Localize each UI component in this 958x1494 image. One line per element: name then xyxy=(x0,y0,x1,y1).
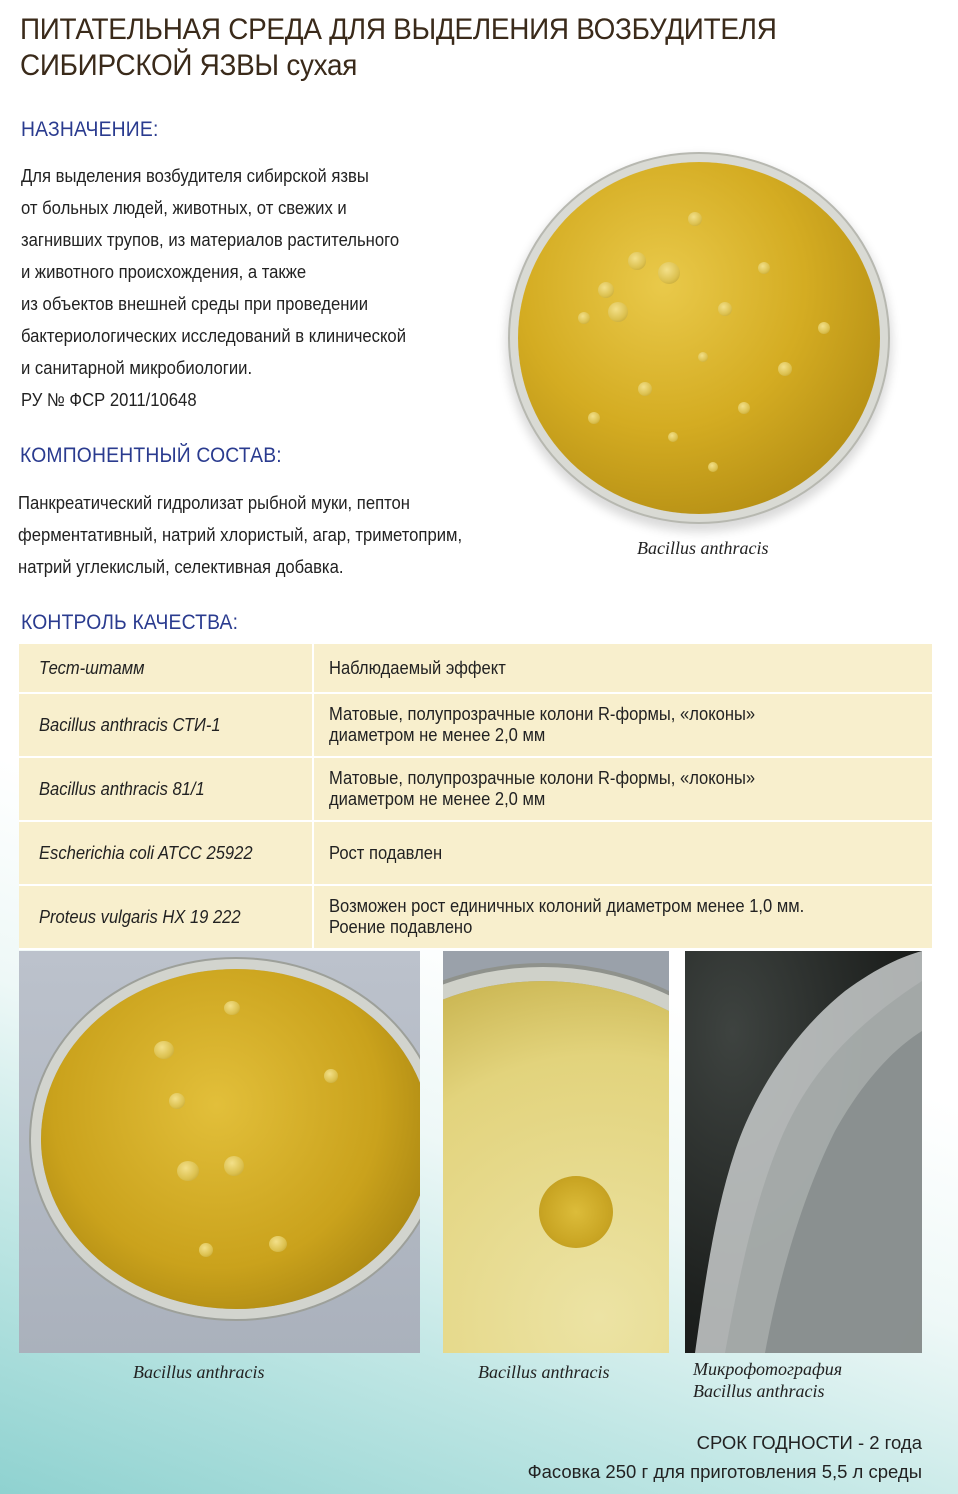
purpose-text xyxy=(21,160,444,416)
table-row xyxy=(19,757,932,821)
effect-cell: Матовые, полупрозрачные колони R-формы, «локоны» диаметром не менее 2,0 мм xyxy=(313,693,932,757)
petri-dish-photo xyxy=(518,162,880,514)
purpose-line: из объектов внешней среды при проведении xyxy=(21,293,369,314)
composition-line: натрий углекислый, селективная добавка. xyxy=(18,556,344,577)
table-row xyxy=(19,821,932,885)
microphotograph-image xyxy=(685,951,922,1353)
purpose-line: бактериологических исследований в клинической xyxy=(21,325,407,346)
photo-caption-3-line-1: Микрофотография xyxy=(693,1359,843,1379)
quality-table xyxy=(19,644,932,950)
strain-cell: Bacillus anthracis СТИ-1 xyxy=(19,693,313,757)
composition-text xyxy=(18,487,504,583)
strain-cell: Escherichia coli ATCC 25922 xyxy=(19,821,313,885)
photo-caption-3 xyxy=(693,1358,842,1402)
colony-closeup-photo xyxy=(443,951,669,1353)
photo-caption-1: Bacillus anthracis xyxy=(133,1362,265,1382)
photo-caption-3-line-2: Bacillus anthracis xyxy=(693,1381,825,1401)
purpose-heading: НАЗНАЧЕНИЕ: xyxy=(21,118,159,141)
registration-number: РУ № ФСР 2011/10648 xyxy=(21,389,197,410)
effect-cell: Возможен рост единичных колоний диаметром менее 1,0 мм. Роение подавлено xyxy=(313,885,932,949)
top-photo-caption: Bacillus anthracis xyxy=(637,538,769,558)
purpose-line: и санитарной микробиологии. xyxy=(21,357,253,378)
composition-heading: КОМПОНЕНТНЫЙ СОСТАВ: xyxy=(20,444,282,467)
title-line-1: ПИТАТЕЛЬНАЯ СРЕДА ДЛЯ ВЫДЕЛЕНИЯ ВОЗБУДИТЕЛЯ xyxy=(20,13,777,46)
quality-heading: КОНТРОЛЬ КАЧЕСТВА: xyxy=(21,611,239,634)
table-row xyxy=(19,693,932,757)
microphotograph xyxy=(685,951,922,1353)
composition-line: Панкреатический гидролизат рыбной муки, пептон xyxy=(18,492,410,513)
effect-cell: Рост подавлен xyxy=(313,821,932,885)
page-title xyxy=(20,12,857,84)
photo-caption-2: Bacillus anthracis xyxy=(478,1362,610,1382)
composition-line: ферментативный, натрий хлористый, агар, триметоприм, xyxy=(18,524,463,545)
strain-cell: Proteus vulgaris HX 19 222 xyxy=(19,885,313,949)
title-line-2: СИБИРСКОЙ ЯЗВЫ сухая xyxy=(20,49,358,82)
column-header-effect: Наблюдаемый эффект xyxy=(313,644,932,693)
purpose-line: от больных людей, животных, от свежих и xyxy=(21,197,347,218)
effect-cell: Матовые, полупрозрачные колони R-формы, «локоны» диаметром не менее 2,0 мм xyxy=(313,757,932,821)
table-row xyxy=(19,885,932,949)
shelf-life: СРОК ГОДНОСТИ - 2 года xyxy=(696,1432,922,1453)
packaging-info: Фасовка 250 г для приготовления 5,5 л среды xyxy=(527,1461,922,1482)
table-header-row xyxy=(19,644,932,693)
column-header-strain: Тест-штамм xyxy=(19,644,313,693)
petri-dish-photo-2 xyxy=(19,951,420,1353)
purpose-line: Для выделения возбудителя сибирской язвы xyxy=(21,165,369,186)
strain-cell: Bacillus anthracis 81/1 xyxy=(19,757,313,821)
purpose-line: и животного происхождения, а также xyxy=(21,261,307,282)
purpose-line: загнивших трупов, из материалов растительного xyxy=(21,229,400,250)
